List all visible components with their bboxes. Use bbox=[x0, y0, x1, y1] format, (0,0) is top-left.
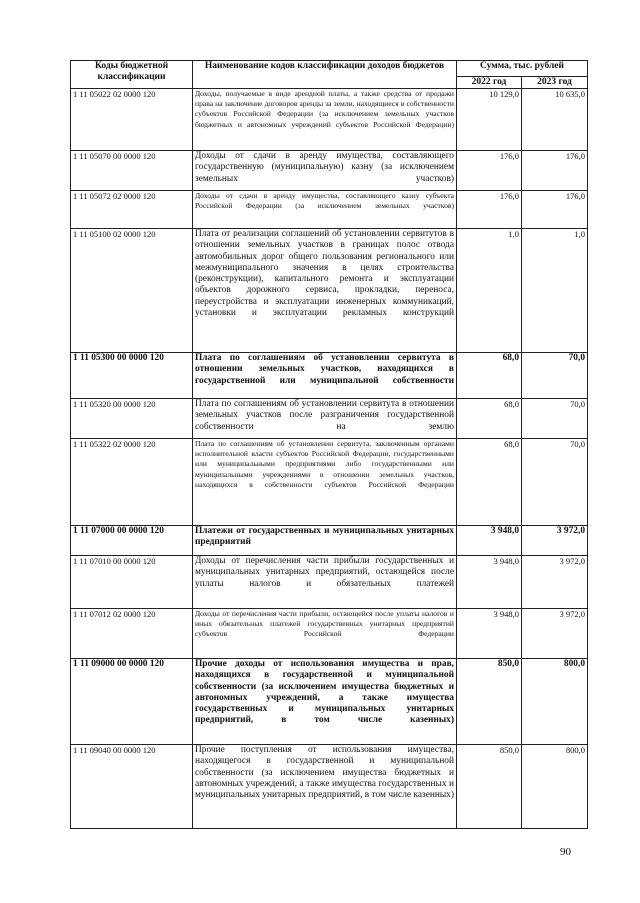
page-number: 90 bbox=[560, 846, 571, 858]
row-name: Плата по соглашениям об установлении сервитута в отношении земельных участков после разграничения государственной собственности на землю bbox=[193, 399, 457, 439]
row-amount-2022: 1,0 bbox=[457, 229, 522, 353]
row-name: Доходы от перечисления части прибыли, остающейся после уплаты налогов и иных обязательных платежей государственных унитарных предприятий субъектов Российской Федерации bbox=[193, 609, 457, 659]
row-amount-2023: 3 972,0 bbox=[522, 556, 588, 609]
row-amount-2022: 10 129,0 bbox=[457, 89, 522, 151]
table-row bbox=[71, 439, 588, 526]
row-amount-2023: 176,0 bbox=[522, 191, 588, 229]
table-row bbox=[71, 229, 588, 353]
row-amount-2022: 68,0 bbox=[457, 353, 522, 399]
table-row bbox=[71, 399, 588, 439]
row-code: 1 11 05070 00 0000 120 bbox=[71, 151, 193, 191]
row-code: 1 11 07010 00 0000 120 bbox=[71, 556, 193, 609]
row-code: 1 11 05022 02 0000 120 bbox=[71, 89, 193, 151]
table-row bbox=[71, 609, 588, 659]
header-name: Наименование кодов классификации доходов бюджетов bbox=[193, 61, 457, 89]
row-name: Доходы от сдачи в аренду имущества, составляющего казну субъекта Российской Федерации (за исключением земельных участков) bbox=[193, 191, 457, 229]
table-row bbox=[71, 191, 588, 229]
header-amount: Сумма, тыс. рублей bbox=[457, 61, 588, 77]
header-year-2023: 2023 год bbox=[522, 77, 588, 89]
row-code: 1 11 05100 02 0000 120 bbox=[71, 229, 193, 353]
row-name: Плата по соглашениям об установлении сервитута, заключенным органами исполнительной власти субъектов Российской Федерации, государственными или муниципальными предприятиями либо государственными или муниципальными учреждениями в отношении земельных участков, находящихся в собственности субъектов Российской Федерации bbox=[193, 439, 457, 526]
table-row bbox=[71, 151, 588, 191]
row-name: Доходы от перечисления части прибыли государственных и муниципальных унитарных предприятий, остающейся после уплаты налогов и обязательных платежей bbox=[193, 556, 457, 609]
row-name: Доходы, получаемые в виде арендной платы, а также средства от продажи права на заключение договоров аренды за земли, находящиеся в собственности субъектов Российской Федерации (за исключением земельных участков бюджетных и автономных учреждений субъектов Российской Федерации) bbox=[193, 89, 457, 151]
row-amount-2023: 176,0 bbox=[522, 151, 588, 191]
table-row bbox=[71, 353, 588, 399]
row-amount-2022: 850,0 bbox=[457, 659, 522, 745]
table-row bbox=[71, 745, 588, 829]
row-amount-2022: 850,0 bbox=[457, 745, 522, 829]
row-amount-2023: 3 972,0 bbox=[522, 609, 588, 659]
table-row bbox=[71, 526, 588, 556]
row-name: Платежи от государственных и муниципальных унитарных предприятий bbox=[193, 526, 457, 556]
row-amount-2023: 10 635,0 bbox=[522, 89, 588, 151]
header-codes: Коды бюджетной классификации bbox=[71, 61, 193, 89]
row-code: 1 11 05300 00 0000 120 bbox=[71, 353, 193, 399]
row-name: Доходы от сдачи в аренду имущества, составляющего государственную (муниципальную) казну (за исключением земельных участков) bbox=[193, 151, 457, 191]
row-amount-2022: 68,0 bbox=[457, 439, 522, 526]
row-code: 1 11 05322 02 0000 120 bbox=[71, 439, 193, 526]
row-name: Прочие доходы от использования имущества и прав, находящихся в государственной и муниципальной собственности (за исключением имущества бюджетных и автономных учреждений, а также имущества государственных и муниципальных унитарных предприятий, в том числе казенных) bbox=[193, 659, 457, 745]
row-amount-2023: 3 972,0 bbox=[522, 526, 588, 556]
row-amount-2023: 70,0 bbox=[522, 399, 588, 439]
row-name: Прочие поступления от использования имущества, находящегося в государственной и муниципальной собственности (за исключением имущества бюджетных и автономных учреждений, а также имущества государственных и муниципальных унитарных предприятий, в том числе казенных) bbox=[193, 745, 457, 829]
header-year-2022: 2022 год bbox=[457, 77, 522, 89]
row-amount-2023: 1,0 bbox=[522, 229, 588, 353]
row-amount-2023: 70,0 bbox=[522, 439, 588, 526]
row-name: Плата по соглашениям об установлении сервитута в отношении земельных участков, находящихся в государственной или муниципальной собственности bbox=[193, 353, 457, 399]
table-row bbox=[71, 89, 588, 151]
row-amount-2023: 70,0 bbox=[522, 353, 588, 399]
table-row bbox=[71, 556, 588, 609]
row-code: 1 11 05072 02 0000 120 bbox=[71, 191, 193, 229]
row-amount-2022: 176,0 bbox=[457, 191, 522, 229]
row-code: 1 11 05320 00 0000 120 bbox=[71, 399, 193, 439]
row-name: Плата от реализации соглашений об установлении сервитутов в отношении земельных участков в границах полос отвода автомобильных дорог общего пользования регионального или межмуниципального значения в целях строительства (реконструкции), капитального ремонта и эксплуатации объектов дорожного сервиса, прокладки, переноса, переустройства и эксплуатации инженерных коммуникаций, установки и эксплуатации рекламных конструкций bbox=[193, 229, 457, 353]
row-amount-2023: 800,0 bbox=[522, 745, 588, 829]
row-amount-2022: 3 948,0 bbox=[457, 526, 522, 556]
row-amount-2023: 800,0 bbox=[522, 659, 588, 745]
row-amount-2022: 3 948,0 bbox=[457, 609, 522, 659]
row-amount-2022: 68,0 bbox=[457, 399, 522, 439]
table-row bbox=[71, 659, 588, 745]
row-code: 1 11 07012 02 0000 120 bbox=[71, 609, 193, 659]
row-code: 1 11 07000 00 0000 120 bbox=[71, 526, 193, 556]
row-amount-2022: 3 948,0 bbox=[457, 556, 522, 609]
row-code: 1 11 09040 00 0000 120 bbox=[71, 745, 193, 829]
row-code: 1 11 09000 00 0000 120 bbox=[71, 659, 193, 745]
row-amount-2022: 176,0 bbox=[457, 151, 522, 191]
budget-revenue-table bbox=[70, 60, 588, 829]
